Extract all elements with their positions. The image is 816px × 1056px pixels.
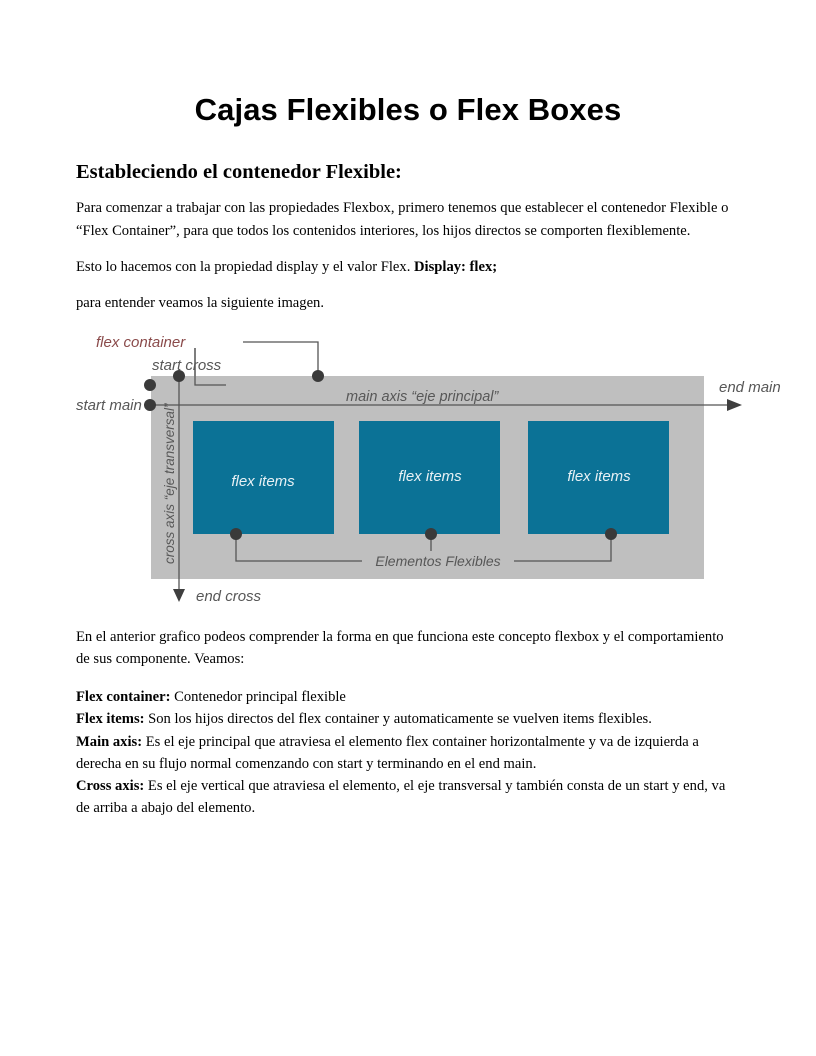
paragraph-intro: Para comenzar a trabajar con las propiedades Flexbox, primero tenemos que establecer el contenedor Flexible o “Flex Container”, para que todos los contenidos interiores, los hijos directos se comporten flexiblemente.: [76, 200, 729, 239]
section-heading: Estableciendo el contenedor Flexible:: [76, 160, 402, 183]
flex-item-dot-2: [425, 528, 437, 540]
definition-term: Main axis:: [76, 733, 143, 750]
cross-axis-arrowhead: [173, 589, 185, 602]
flexbox-diagram-svg: [74, 329, 814, 614]
definition-item: [76, 775, 740, 819]
page-title: Cajas Flexibles o Flex Boxes: [194, 92, 622, 127]
flexbox-diagram: [74, 329, 814, 614]
flex-container-leader-line: [243, 342, 318, 375]
definition-description: Es el eje principal que atraviesa el elemento flex container horizontalmente y va de izquierda a derecha en su flujo normal comenzando con start y terminando en el end main.: [76, 733, 699, 772]
paragraph-display-flex: [76, 256, 740, 278]
paragraph-see-image: para entender veamos la siguiente imagen.: [76, 295, 324, 312]
definitions-list: [76, 686, 740, 819]
definition-description: Son los hijos directos del flex container y automaticamente se vuelven items flexibles.: [144, 711, 652, 728]
label-cross-axis: cross axis “eje transversal”: [162, 402, 177, 564]
label-elementos-flexibles: Elementos Flexibles: [375, 552, 501, 569]
definition-term: Flex items:: [76, 711, 145, 728]
label-start-cross: start cross: [152, 356, 222, 374]
main-axis-arrowhead: [727, 399, 742, 411]
flex-item-label-1: flex items: [231, 472, 295, 490]
label-main-axis: main axis “eje principal”: [346, 388, 499, 405]
label-flex-container: flex container: [96, 333, 186, 351]
flex-item-dot-3: [605, 528, 617, 540]
definition-item: [76, 708, 740, 730]
paragraph-display-flex-plain: Esto lo hacemos con la propiedad display y el valor Flex.: [76, 258, 415, 275]
start-main-dot: [144, 399, 156, 411]
paragraph-after-diagram: En el anterior grafico podeos comprender la forma en que funciona este concepto flexbox y el comportamiento de sus componente. Veamos:: [76, 628, 724, 667]
label-start-main: start main: [76, 396, 142, 414]
flex-container-dot-2: [144, 379, 156, 391]
definition-term: Cross axis:: [76, 777, 145, 794]
label-end-main: end main: [719, 378, 781, 396]
definition-item: [76, 686, 740, 708]
definition-item: [76, 731, 740, 775]
display-flex-code: Display: flex;: [414, 258, 498, 275]
definition-description: Contenedor principal flexible: [170, 689, 346, 706]
flex-item-label-3: flex items: [567, 467, 631, 485]
flex-item-label-2: flex items: [398, 467, 462, 485]
flex-container-dot: [312, 370, 324, 382]
flex-item-dot-1: [230, 528, 242, 540]
definition-term: Flex container:: [76, 689, 171, 706]
definition-description: Es el eje vertical que atraviesa el elemento, el eje transversal y también consta de un start y end, va de arriba a abajo del elemento.: [76, 777, 726, 817]
label-end-cross: end cross: [196, 587, 262, 605]
